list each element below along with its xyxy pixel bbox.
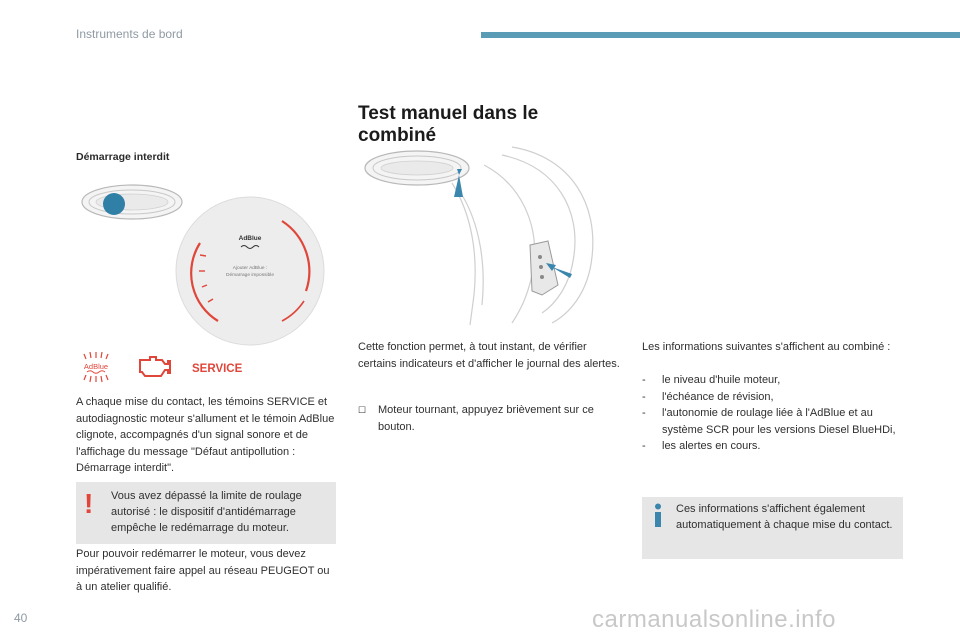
warning-note-box (76, 482, 336, 544)
section-title: Test manuel dans le combiné (358, 103, 539, 146)
running-header: Instruments de bord (76, 27, 183, 41)
list-item (642, 389, 904, 406)
paragraph-contact-network: Pour pouvoir redémarrer le moteur, vous devez impérativement faire appel au réseau PEUGEOT ou à un atelier qualifié. (76, 548, 330, 593)
subheading-start-prevented: Démarrage interdit (76, 151, 170, 163)
display-button-icon (103, 193, 125, 215)
info-icon (653, 503, 663, 527)
engine-check-icon (140, 357, 170, 376)
list-item-text: l'autonomie de roulage liée à l'AdBlue et au système SCR pour les versions Diesel BlueHDi, (662, 407, 896, 436)
paragraph-function: Cette fonction permet, à tout instant, de vérifier certains indicateurs et d'afficher le journal des alertes. (358, 341, 620, 370)
service-light-label: SERVICE (192, 363, 243, 375)
list-item-text: les alertes en cours. (662, 440, 761, 452)
info-intro: Les informations suivantes s'affichent au combiné : (642, 341, 891, 353)
watermark: carmanualsonline.info (592, 606, 836, 633)
info-note-text: Ces informations s'affichent également automatiquement à chaque mise du contact. (676, 503, 893, 531)
instruction-text: Moteur tournant, appuyez brièvement sur ce bouton. (378, 404, 594, 433)
instruction-item (358, 402, 620, 435)
gauge-message-line2: Démarrage impossible (226, 273, 274, 278)
list-item (642, 372, 904, 389)
list-dash: - (642, 390, 646, 403)
list-item (642, 438, 904, 455)
page-number: 40 (14, 611, 28, 625)
gauge-figure (170, 195, 330, 350)
list-item (642, 405, 904, 438)
gauge-message-line1: Ajouter AdBlue : (232, 266, 268, 271)
adblue-light-label: AdBlue (83, 362, 109, 371)
gauge-adblue-label: AdBlue (238, 235, 262, 242)
warning-lights-row (76, 350, 246, 384)
list-item-text: l'échéance de révision, (662, 390, 774, 403)
list-dash: - (642, 374, 646, 386)
info-note-box (642, 497, 903, 559)
instrument-cluster-figure (362, 145, 620, 327)
checkbox-bullet-icon: ☐ (358, 405, 367, 415)
list-dash: - (642, 407, 646, 419)
warning-note-text: Vous avez dépassé la limite de roulage autorisé : le dispositif d'antidémarrage empêche le redémarrage du moteur. (111, 490, 302, 534)
list-dash: - (642, 440, 646, 452)
header-accent-bar (481, 32, 960, 38)
info-list (642, 372, 904, 455)
adblue-warning-icon (84, 352, 108, 382)
paragraph-start-prevented: A chaque mise du contact, les témoins SERVICE et autodiagnostic moteur s'allument et le témoin AdBlue clignote, accompagnés d'un signal sonore et de l'affichage du message "Défaut antipollution : Démarrage interdit". (76, 396, 335, 474)
list-item-text: le niveau d'huile moteur, (662, 374, 781, 386)
exclamation-icon: ! (84, 488, 94, 519)
